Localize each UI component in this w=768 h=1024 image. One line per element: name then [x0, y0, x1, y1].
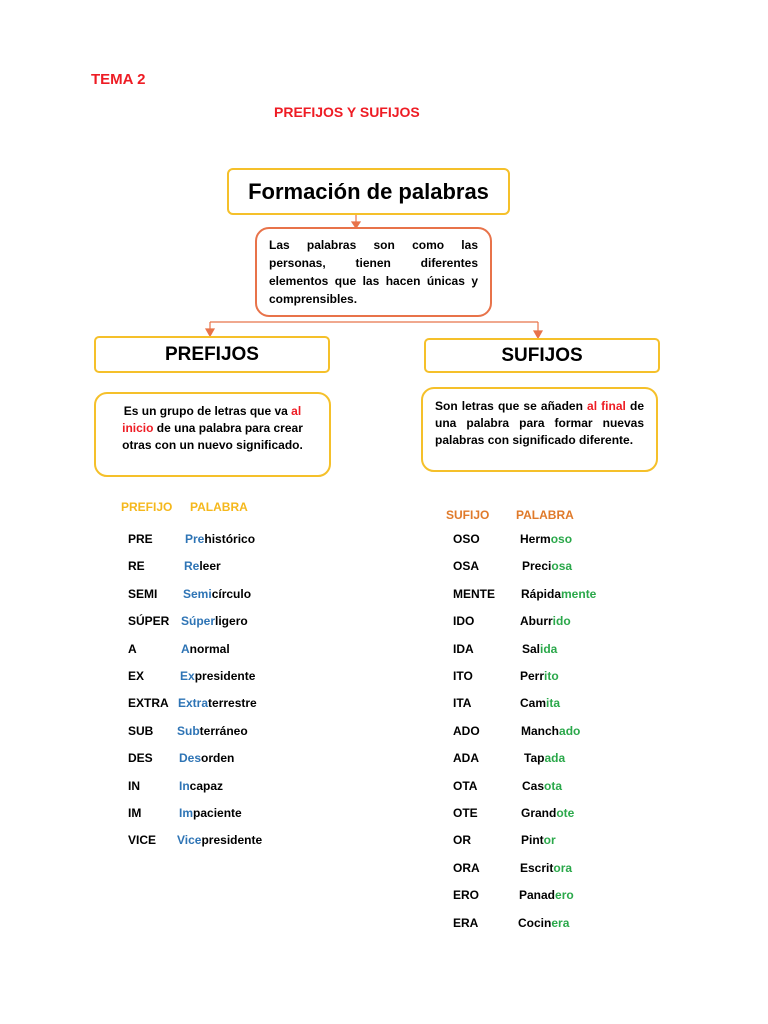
sufijo-word-rest: Aburr: [520, 614, 553, 629]
prefijo-highlight: A: [181, 641, 190, 656]
sufijo-example-word: [520, 531, 572, 547]
sufijo-affix: MENTE: [453, 586, 495, 601]
prefijo-affix: DES: [128, 751, 153, 766]
sufijo-affix: OTA: [453, 778, 478, 793]
sufijo-word-rest: Herm: [520, 532, 551, 546]
prefijo-word-rest: capaz: [189, 778, 224, 793]
prefijo-example-word: [184, 558, 221, 574]
sufijo-highlight: osa: [551, 559, 573, 574]
sufijo-highlight: ota: [544, 778, 563, 793]
sufijo-affix: OR: [453, 833, 471, 848]
prefijo-word-rest: presidente: [201, 833, 263, 848]
prefijo-word-rest: orden: [201, 751, 235, 766]
sufijo-affix: ORA: [453, 860, 480, 875]
sufijo-affix: OSA: [453, 559, 480, 574]
sufijo-highlight: ote: [556, 806, 575, 820]
prefijo-example-word: [177, 832, 262, 848]
sufijos-desc-text-2: de una palabra para formar nuevas palabras con significado diferente.: [435, 399, 644, 447]
prefijo-affix: VICE: [128, 833, 157, 848]
sufijo-example-word: [520, 695, 560, 711]
prefijo-word-rest: normal: [189, 641, 230, 656]
sufijo-example-word: [521, 832, 556, 848]
sufijo-highlight: era: [551, 915, 570, 930]
sufijo-highlight: ida: [540, 641, 558, 656]
prefijo-example-word: [185, 531, 255, 547]
sufijo-highlight: ora: [553, 860, 573, 875]
sufijo-word-rest: Manch: [521, 723, 560, 738]
sufijo-example-word: [521, 723, 580, 739]
sufijo-affix: ITO: [453, 669, 473, 683]
sufijo-word-rest: Panad: [519, 888, 556, 903]
sufijo-highlight: ido: [552, 614, 571, 629]
prefijo-palabra-column-header: PALABRA: [190, 500, 248, 514]
prefijo-affix: IN: [128, 778, 140, 793]
sufijo-affix: OSO: [453, 532, 480, 546]
sufijo-column-header: SUFIJO: [446, 508, 490, 522]
prefijo-word-rest: terrestre: [208, 696, 257, 711]
prefijo-affix: SUB: [128, 723, 154, 738]
prefijo-affix: IM: [128, 806, 142, 820]
sufijo-word-rest: Pint: [521, 833, 544, 848]
sufijo-affix: IDA: [453, 641, 474, 656]
prefijo-affix: SEMI: [128, 586, 158, 601]
sufijo-affix: OTE: [453, 806, 478, 820]
page-title: PREFIJOS Y SUFIJOS: [274, 104, 420, 120]
prefijo-word-rest: leer: [199, 559, 221, 574]
prefijo-example-word: [181, 613, 248, 629]
prefijo-example-word: [179, 805, 242, 821]
prefijo-affix: EXTRA: [128, 696, 169, 711]
prefijo-highlight: Pre: [185, 532, 205, 546]
prefijo-column-header: PREFIJO: [121, 500, 173, 514]
sufijo-highlight: mente: [561, 586, 597, 601]
prefijo-affix: PRE: [128, 532, 153, 546]
prefijo-word-rest: círculo: [211, 586, 252, 601]
sufijos-title-box: SUFIJOS: [424, 338, 660, 373]
prefijo-word-rest: paciente: [193, 806, 242, 820]
prefijo-affix: A: [128, 641, 137, 656]
prefijo-example-word: [180, 668, 255, 684]
sufijo-word-rest: Grand: [521, 806, 557, 820]
prefijo-affix: RE: [128, 559, 145, 574]
prefijos-desc-text-2: de una palabra para crear otras con un nuevo significado.: [122, 421, 303, 452]
main-concept-box: Formación de palabras: [227, 168, 510, 215]
sufijo-word-rest: Tap: [524, 751, 545, 766]
sufijos-desc-text-1: Son letras que se añaden: [435, 399, 588, 413]
prefijo-highlight: Extra: [178, 696, 209, 711]
prefijo-example-word: [177, 723, 248, 739]
sufijo-highlight: ero: [555, 888, 574, 903]
prefijo-highlight: Ex: [180, 669, 195, 683]
sufijo-affix: ITA: [453, 696, 472, 711]
sufijo-example-word: [524, 750, 565, 766]
sufijo-highlight: ito: [544, 669, 559, 683]
sufijo-example-word: [522, 641, 557, 657]
prefijo-word-rest: terráneo: [199, 723, 248, 738]
sufijo-example-word: [520, 613, 571, 629]
sufijo-word-rest: Preci: [522, 559, 552, 574]
prefijo-example-word: [183, 586, 251, 602]
sufijo-example-word: [520, 860, 572, 876]
prefijo-affix: EX: [128, 669, 145, 683]
sufijo-highlight: or: [543, 833, 556, 848]
sufijo-word-rest: Cam: [520, 696, 547, 711]
prefijo-highlight: Re: [184, 559, 200, 574]
prefijo-word-rest: histórico: [204, 532, 256, 546]
prefijo-example-word: [179, 778, 223, 794]
prefijo-affix: SÚPER: [128, 614, 170, 629]
sufijo-word-rest: Cocin: [518, 915, 552, 930]
prefijo-word-rest: presidente: [194, 669, 256, 683]
prefijo-word-rest: ligero: [215, 614, 248, 629]
prefijos-title-box: PREFIJOS: [94, 336, 330, 373]
sufijo-example-word: [521, 586, 596, 602]
prefijo-highlight: Im: [179, 806, 194, 820]
sufijo-affix: ERO: [453, 888, 480, 903]
sufijo-example-word: [522, 778, 562, 794]
prefijo-highlight: Vice: [177, 833, 202, 848]
prefijo-example-word: [179, 750, 234, 766]
sufijo-affix: IDO: [453, 614, 475, 629]
sufijo-example-word: [521, 805, 574, 821]
prefijo-example-word: [181, 641, 230, 657]
sufijo-word-rest: Rápida: [521, 586, 562, 601]
sufijo-word-rest: Perr: [520, 669, 545, 683]
sufijo-highlight: ado: [559, 723, 581, 738]
prefijo-highlight: Sub: [177, 723, 200, 738]
sufijo-word-rest: Cas: [522, 778, 545, 793]
prefijo-example-word: [178, 695, 257, 711]
sufijo-word-rest: Sal: [522, 641, 541, 656]
prefijo-highlight: Des: [179, 751, 202, 766]
prefijos-description-box: [94, 392, 331, 477]
sufijo-example-word: [520, 668, 559, 684]
main-description-box: Las palabras son como las personas, tienen diferentes elementos que las hacen únicas y comprensibles.: [255, 227, 492, 317]
sufijo-example-word: [522, 558, 572, 574]
sufijo-highlight: ada: [544, 751, 566, 766]
page-tema: TEMA 2: [91, 71, 146, 88]
prefijo-highlight: Semi: [183, 586, 212, 601]
sufijo-highlight: oso: [550, 532, 573, 546]
sufijos-desc-highlight: al final: [587, 399, 626, 413]
sufijo-highlight: ita: [546, 696, 561, 711]
sufijo-example-word: [518, 915, 569, 931]
sufijo-word-rest: Escrit: [520, 860, 554, 875]
sufijo-affix: ERA: [453, 915, 479, 930]
prefijo-highlight: Súper: [181, 614, 216, 629]
sufijo-affix: ADO: [453, 723, 480, 738]
prefijos-desc-highlight: al inicio: [122, 404, 302, 435]
sufijos-description-box: [421, 387, 658, 472]
sufijo-affix: ADA: [453, 751, 479, 766]
sufijo-example-word: [519, 887, 574, 903]
sufijo-palabra-column-header: PALABRA: [516, 508, 574, 522]
prefijos-desc-text-1: Es un grupo de letras que va: [123, 404, 292, 418]
prefijo-highlight: In: [179, 778, 190, 793]
